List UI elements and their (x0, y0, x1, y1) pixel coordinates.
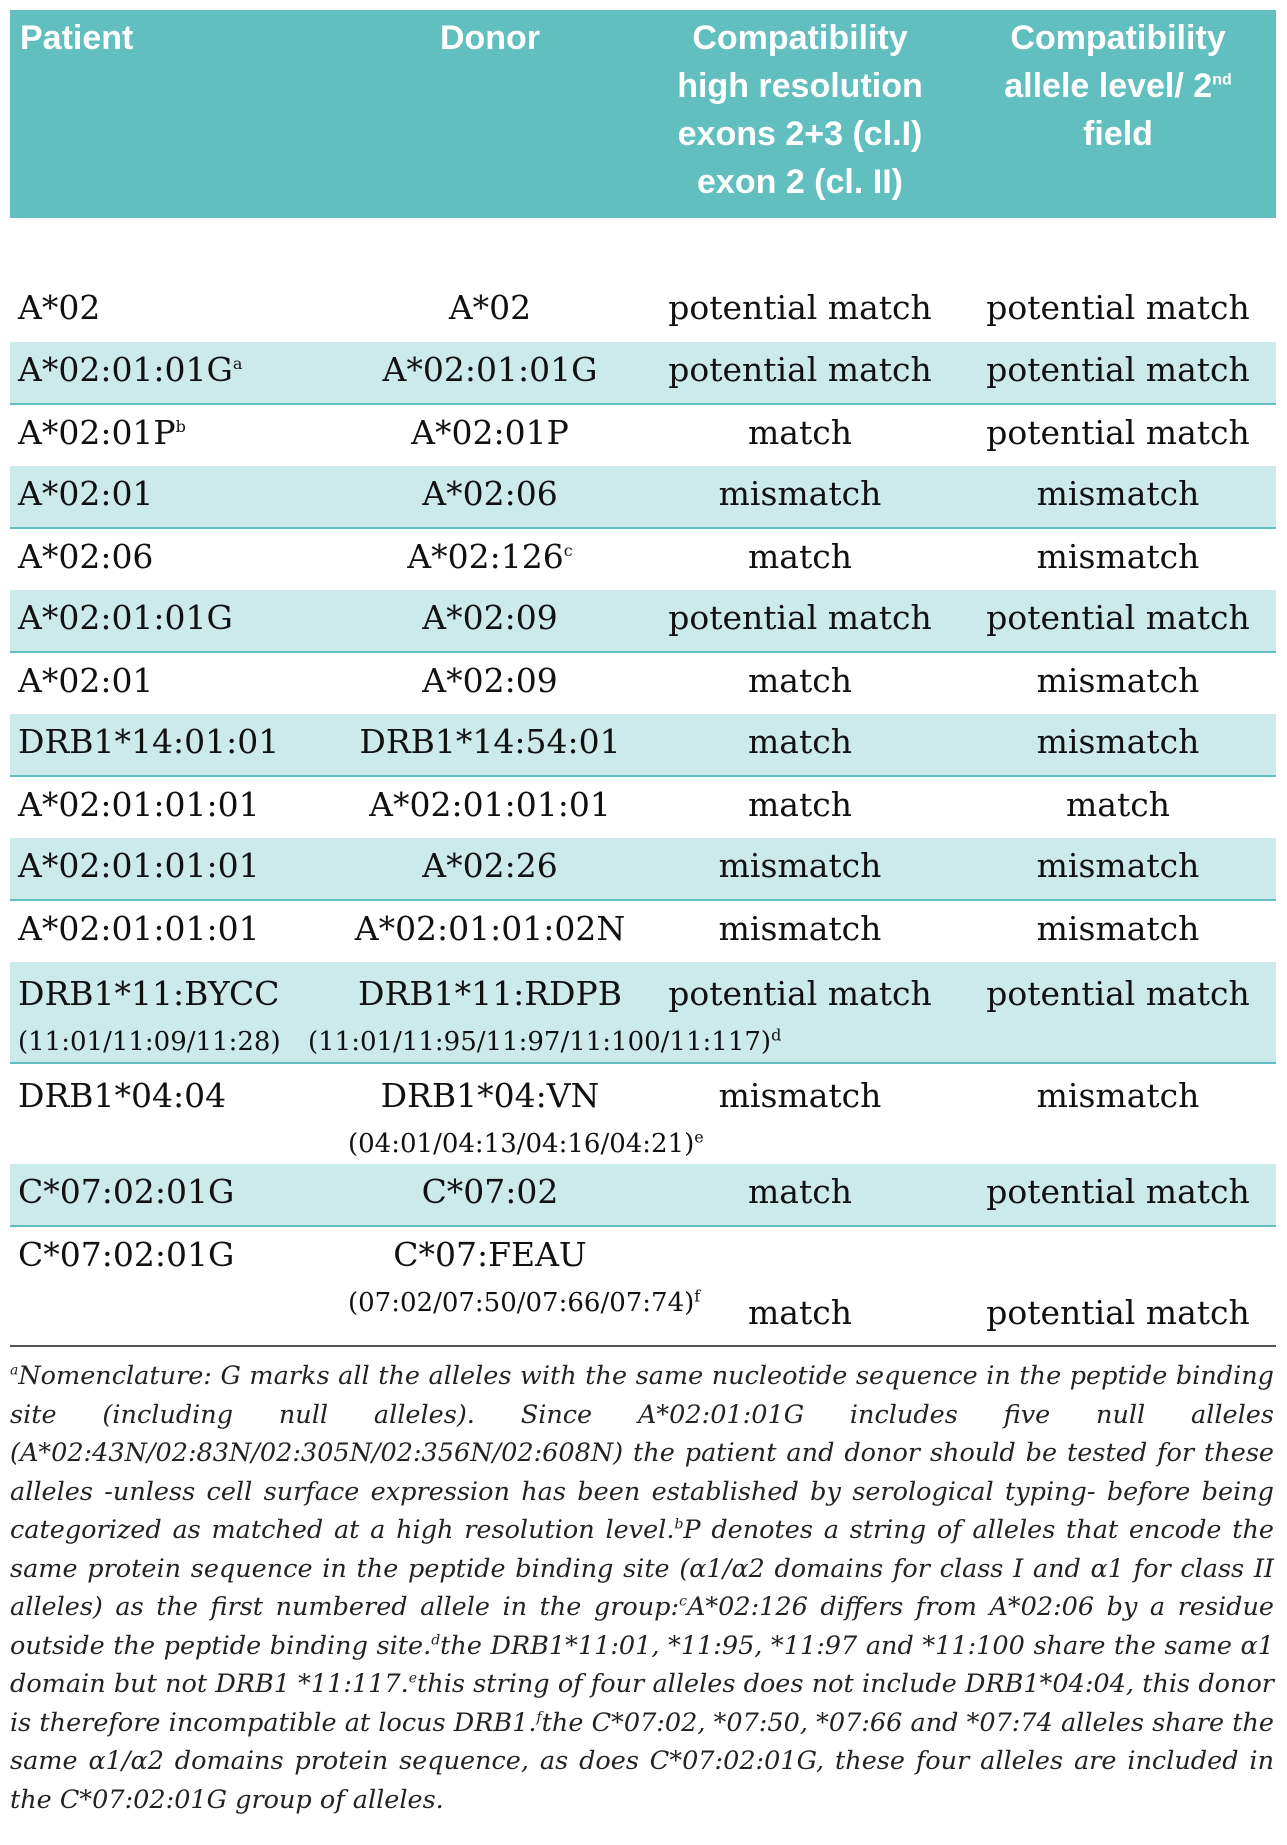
footnote-e: this string of four alleles does not include DRB1*04:04, this donor is therefore incompatible at locus DRB1. (10, 1669, 1274, 1738)
footnote-mark: e (694, 1127, 704, 1147)
allele-level-cell: mismatch (960, 466, 1276, 528)
patient-allele: A*02:01P (18, 413, 176, 452)
spacer-cell (10, 218, 1276, 280)
allele-level-cell: match (1066, 785, 1170, 824)
allele-level-cell: potential match (960, 1164, 1276, 1226)
patient-allele: DRB1*04:04 (18, 1076, 227, 1115)
donor-cell (340, 838, 640, 900)
patient-allele: C*07:02:01G (18, 1235, 235, 1274)
allele-level-cell: potential match (960, 342, 1276, 404)
allele-level-cell: mismatch (1036, 661, 1200, 700)
high-resolution-cell: potential match (640, 590, 960, 652)
patient-allele: A*02:06 (18, 537, 154, 576)
donor-cell (340, 1164, 640, 1226)
footnote-mark: f (694, 1286, 701, 1306)
footnote-mark: e (408, 1670, 418, 1687)
footnote-mark: d (431, 1632, 441, 1648)
high-resolution-cell: potential match (668, 288, 932, 327)
donor-allele-string-text: (11:01/11:95/11:97/11:100/11:117) (308, 1027, 772, 1057)
patient-cell (10, 404, 340, 466)
header-high-line-4: exon 2 (cl. II) (697, 163, 903, 201)
footnote-f: the C*07:02, *07:50, *07:66 and *07:74 alleles share the same α1/α2 domains protein sequence, as does C*07:02:01G, these four alleles are included in the C*07:02:01G group of alleles. (10, 1707, 1274, 1815)
donor-cell (340, 1226, 701, 1346)
allele-level-cell: mismatch (960, 714, 1276, 776)
patient-cell (10, 466, 340, 528)
donor-allele: A*02:126 (407, 537, 564, 576)
patient-cell (10, 900, 340, 962)
table-row (10, 838, 1276, 900)
footnote-mark: a (232, 354, 243, 373)
allele-level-cell: mismatch (1036, 537, 1200, 576)
donor-allele: A*02:26 (422, 846, 558, 885)
header-allele-line-1: Compatibility (1010, 19, 1226, 57)
patient-allele: A*02:01:01:01 (18, 909, 260, 948)
patient-allele: A*02:01:01:01 (18, 846, 260, 885)
high-resolution-cell: match (748, 661, 852, 700)
high-resolution-cell: match (748, 413, 852, 452)
donor-cell (340, 342, 640, 404)
high-resolution-cell: match (640, 714, 960, 776)
patient-allele: A*02:01:01:01 (18, 785, 260, 824)
allele-level-cell: mismatch (1036, 1076, 1200, 1115)
donor-cell (340, 404, 640, 466)
patient-allele: A*02:01 (18, 474, 154, 513)
high-resolution-cell: mismatch (640, 466, 960, 528)
donor-allele: A*02 (448, 288, 532, 327)
patient-cell (10, 1063, 340, 1164)
table-row (10, 528, 1276, 590)
allele-level-cell: potential match (986, 288, 1250, 327)
patient-cell (10, 714, 340, 776)
footnote-mark: b (175, 417, 186, 436)
high-resolution-cell: mismatch (640, 838, 960, 900)
donor-allele: A*02:01P (411, 413, 569, 452)
patient-cell (10, 962, 340, 1063)
donor-allele: A*02:09 (422, 661, 558, 700)
donor-cell (340, 528, 640, 590)
table-row (10, 280, 1276, 342)
high-resolution-cell: match (748, 537, 852, 576)
patient-allele-string: (11:01/11:09/11:28) (18, 1027, 281, 1057)
table-row (10, 714, 1276, 776)
footnote-mark: c (679, 1593, 687, 1610)
donor-cell (308, 962, 782, 1063)
high-resolution-cell: match (748, 1293, 852, 1332)
header-patient: Patient (10, 10, 340, 218)
patient-cell (10, 1226, 340, 1346)
patient-cell (10, 528, 340, 590)
patient-allele: DRB1*14:01:01 (18, 722, 280, 761)
hla-compatibility-table (10, 10, 1276, 1347)
donor-cell (340, 652, 640, 714)
high-resolution-cell: match (748, 785, 852, 824)
table-row (10, 1164, 1276, 1226)
donor-cell (340, 714, 640, 776)
allele-level-cell: mismatch (1036, 909, 1200, 948)
header-allele-level (960, 10, 1276, 218)
donor-cell (340, 1063, 704, 1164)
patient-cell (10, 1164, 340, 1226)
document-page (10, 10, 1276, 1845)
donor-allele: C*07:FEAU (393, 1235, 587, 1274)
allele-level-cell: mismatch (960, 838, 1276, 900)
patient-cell (10, 590, 340, 652)
donor-allele-string-text: (04:01/04:13/04:16/04:21) (348, 1129, 695, 1159)
donor-allele-string (348, 1124, 704, 1164)
table-row (10, 1226, 1276, 1346)
header-allele-line-2-text: allele level/ 2 (1004, 67, 1213, 105)
footnote-c: A*02:126 differs from A*02:06 by a residue outside the peptide binding site. (10, 1592, 1274, 1661)
header-high-line-1: Compatibility (692, 19, 908, 57)
allele-level-cell: potential match (960, 962, 1276, 1063)
patient-allele: A*02:01:01G (18, 598, 233, 637)
donor-allele-string-text: (07:02/07:50/07:66/07:74) (348, 1288, 695, 1318)
header-high-line-2: high resolution (677, 67, 923, 105)
table-row (10, 900, 1276, 962)
header-high-resolution (640, 10, 960, 218)
spacer-row (10, 218, 1276, 280)
patient-cell (10, 652, 340, 714)
patient-allele: A*02:01:01G (18, 350, 233, 389)
patient-cell (10, 280, 340, 342)
patient-allele: A*02 (18, 288, 101, 327)
table-row (10, 652, 1276, 714)
donor-allele: A*02:09 (422, 598, 558, 637)
high-resolution-cell: potential match (640, 342, 960, 404)
table-row (10, 590, 1276, 652)
donor-allele-string (308, 1022, 782, 1062)
high-resolution-cell: mismatch (718, 909, 882, 948)
donor-allele: A*02:01:01:02N (354, 909, 626, 948)
header-allele-line-2-end: field (1083, 115, 1153, 153)
table-row (10, 466, 1276, 528)
high-resolution-cell: match (640, 1164, 960, 1226)
donor-cell (340, 776, 640, 838)
table-row (10, 342, 1276, 404)
high-resolution-cell: potential match (640, 962, 960, 1063)
patient-cell (10, 838, 340, 900)
footnote-mark: c (563, 541, 573, 560)
donor-allele: A*02:01:01:01 (369, 785, 611, 824)
table-row (10, 1063, 1276, 1164)
footnote-mark: d (771, 1025, 782, 1045)
donor-allele-string (348, 1283, 701, 1323)
header-donor: Donor (340, 10, 640, 218)
footnote-a: Nomenclature: G marks all the alleles with the same nucleotide sequence in the peptide binding site (including null alleles). Since A*02:01:01G includes five null alleles (A*02:43N/02:83N/02:305N/02:356N/02:608N) the patient and donor should be tested for these alleles -unless cell surface expression has been established by serological typing- before being categorized as matched at a high resolution level. (10, 1361, 1274, 1545)
donor-cell (340, 466, 640, 528)
donor-allele: DRB1*14:54:01 (359, 722, 621, 761)
patient-cell (10, 776, 340, 838)
donor-allele: DRB1*04:VN (380, 1076, 600, 1115)
allele-level-cell: potential match (960, 590, 1276, 652)
header-allele-line-2 (968, 62, 1268, 158)
patient-allele: A*02:01 (18, 661, 154, 700)
patient-allele: C*07:02:01G (18, 1172, 235, 1211)
donor-cell (340, 280, 640, 342)
table-row (10, 404, 1276, 466)
table-footnotes (10, 1357, 1276, 1819)
table-row (10, 962, 1276, 1063)
donor-allele: A*02:01:01G (382, 350, 598, 389)
footnote-b: P denotes a string of alleles that encode the same protein sequence in the peptide binding site (α1/α2 domains for class I and α1 for class II alleles) as the first numbered allele in the group: (10, 1515, 1274, 1622)
high-resolution-cell: mismatch (718, 1076, 882, 1115)
header-allele-sup: nd (1212, 71, 1232, 89)
allele-level-cell: potential match (986, 413, 1250, 452)
patient-cell (10, 342, 340, 404)
donor-cell (340, 900, 640, 962)
patient-allele: DRB1*11:BYCC (18, 974, 280, 1013)
footnote-d: the DRB1*11:01, *11:95, *11:97 and *11:100 share the same α1 domain but not DRB1 *11:117. (10, 1630, 1274, 1699)
header-high-line-3: exons 2+3 (cl.I) (677, 115, 923, 153)
table-row (10, 776, 1276, 838)
footnote-mark: a (10, 1362, 19, 1379)
donor-allele: C*07:02 (421, 1172, 559, 1211)
footnote-mark: b (674, 1516, 684, 1533)
donor-cell (340, 590, 640, 652)
donor-allele: A*02:06 (422, 474, 558, 513)
table-header-row (10, 10, 1276, 218)
donor-allele: DRB1*11:RDPB (358, 974, 622, 1013)
allele-level-cell: potential match (986, 1293, 1250, 1332)
footnote-mark: f (536, 1709, 542, 1725)
